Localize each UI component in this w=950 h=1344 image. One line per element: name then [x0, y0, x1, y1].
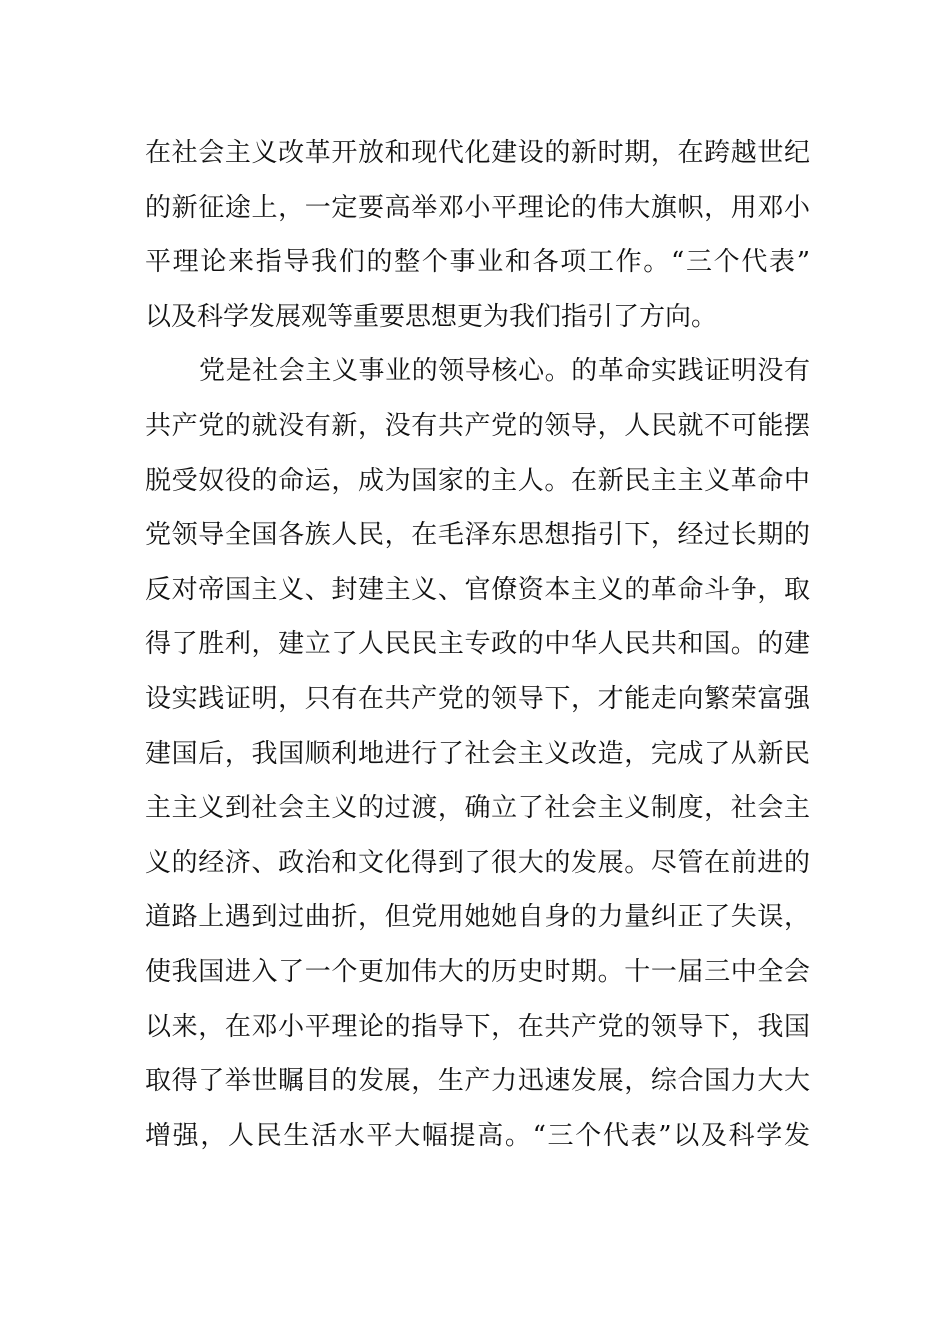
text-line: 设实践证明，只有在共产党的领导下，才能走向繁荣富强 [145, 683, 810, 714]
text-line: 的新征途上，一定要高举邓小平理论的伟大旗帜，用邓小 [145, 192, 810, 223]
text-line: 取得了举世瞩目的发展，生产力迅速发展，综合国力大大 [145, 1066, 810, 1097]
text-line: 建国后，我国顺利地进行了社会主义改造，完成了从新民 [145, 738, 810, 769]
text-line: 脱受奴役的命运，成为国家的主人。在新民主主义革命中 [145, 465, 810, 496]
text-line: 平理论来指导我们的整个事业和各项工作。“三个代表” [145, 247, 810, 278]
text-line: 在社会主义改革开放和现代化建设的新时期，在跨越世纪 [145, 138, 810, 168]
text-line: 共产党的就没有新，没有共产党的领导，人民就不可能摆 [145, 410, 810, 441]
text-line: 党领导全国各族人民，在毛泽东思想指引下，经过长期的 [145, 520, 810, 551]
text-line: 党是社会主义事业的领导核心。的革命实践证明没有 [199, 356, 810, 387]
text-line: 主主义到社会主义的过渡，确立了社会主义制度，社会主 [145, 793, 810, 824]
paragraph-1 [145, 126, 810, 344]
text-line: 义的经济、政治和文化得到了很大的发展。尽管在前进的 [145, 847, 810, 878]
document-body [145, 126, 810, 1163]
text-line: 以来，在邓小平理论的指导下，在共产党的领导下，我国 [145, 1011, 810, 1042]
paragraph-2 [145, 344, 810, 1163]
text-line: 使我国进入了一个更加伟大的历史时期。十一届三中全会 [145, 956, 810, 987]
text-line: 得了胜利，建立了人民民主专政的中华人民共和国。的建 [145, 629, 810, 660]
text-line: 道路上遇到过曲折，但党用她她自身的力量纠正了失误， [145, 902, 810, 933]
text-line: 增强，人民生活水平大幅提高。“三个代表”以及科学发 [145, 1120, 810, 1151]
text-line: 以及科学发展观等重要思想更为我们指引了方向。 [145, 301, 718, 332]
text-line: 反对帝国主义、封建主义、官僚资本主义的革命斗争，取 [145, 574, 810, 605]
